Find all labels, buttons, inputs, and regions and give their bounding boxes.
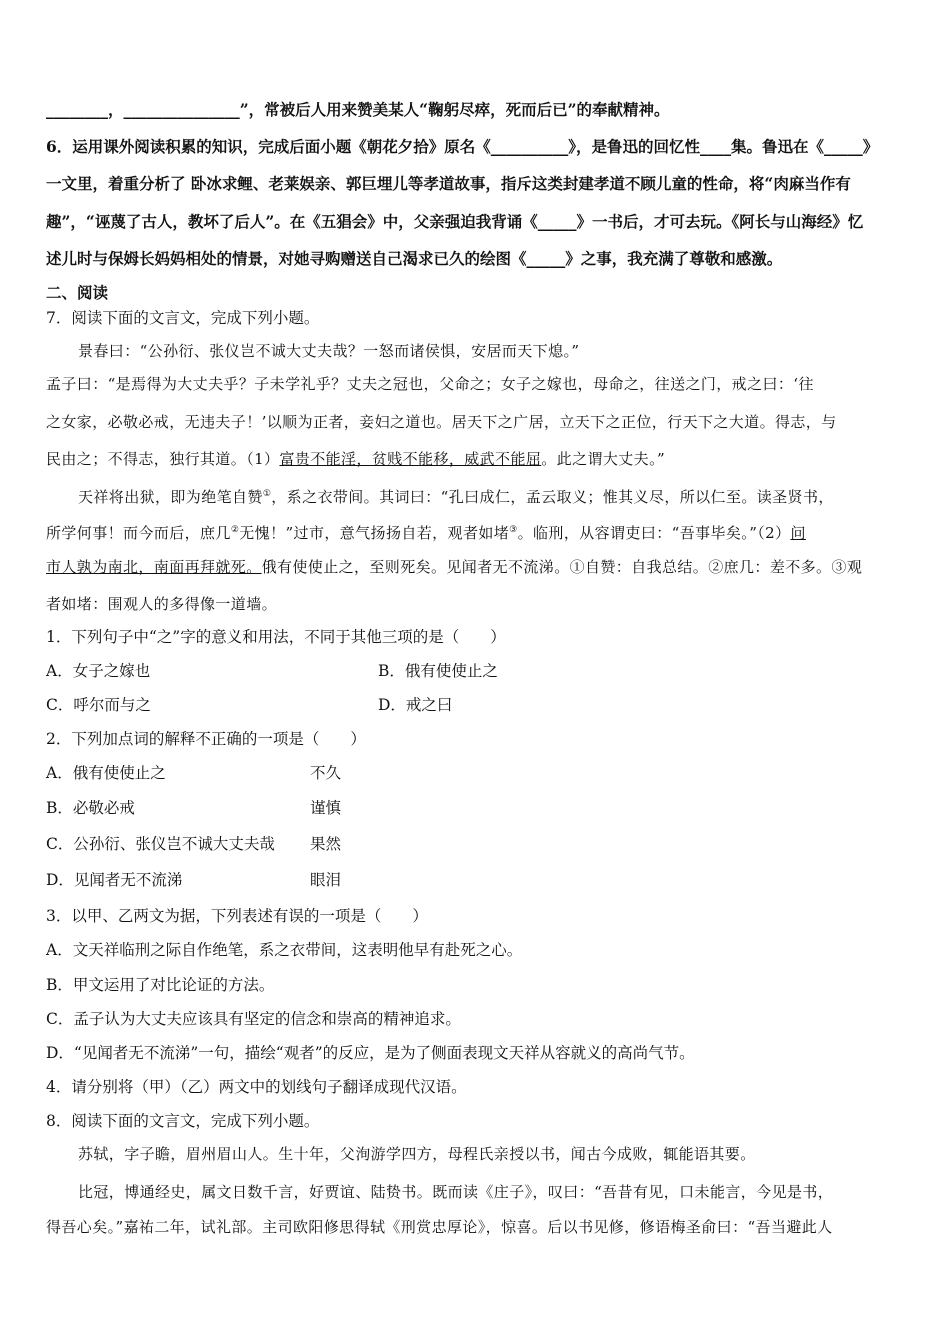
sub2-option-b: B．必敬必戒 bbox=[46, 799, 135, 817]
passage-a-line-1: 景春曰：“公孙衍、张仪岂不诚大丈夫哉？一怒而诸侯惧，安居而天下熄。” bbox=[78, 342, 580, 360]
passage-b-text: 俄有使使止之，至则死矣。见闻者无不流涕。①自赞：自我总结。②庶几：差不多。③观 bbox=[261, 558, 863, 576]
q6-line-1: 6．运用课外阅读积累的知识，完成后面小题《朝花夕拾》原名《__________》，是鲁迅的回忆性____集。鲁迅在《_____》 bbox=[46, 137, 879, 156]
sub3-option-c: C．孟子认为大丈夫应该具有坚定的信念和崇高的精神追求。 bbox=[46, 1010, 461, 1028]
passage-b-text: 所学何事！而今而后，庶几 bbox=[46, 524, 231, 542]
passage-b-line-3 bbox=[46, 557, 862, 577]
passage-b-text: 天祥将出狱，即为绝笔自赞 bbox=[78, 488, 263, 506]
q6-line-2: 一文里，着重分析了 卧冰求鲤、老莱娱亲、郭巨埋儿等孝道故事，指斥这类封建孝道不顾儿童的性命，将“肉麻当作有 bbox=[46, 174, 851, 193]
sub4-stem: 4．请分别将（甲）（乙）两文中的划线句子翻译成现代汉语。 bbox=[46, 1078, 467, 1096]
sub2-option-d: D．见闻者无不流涕 bbox=[46, 871, 183, 889]
q6-line-4: 述儿时与保姆长妈妈相处的情景，对她寻购赠送自己渴求已久的绘图《_____》之事，我充满了尊敬和感激。 bbox=[46, 249, 783, 268]
passage-b-text: 无愧！”过市，意气扬扬自若，观者如堵 bbox=[239, 524, 510, 542]
passage-c-line-3: 得吾心矣。”嘉祐二年，试礼部。主司欧阳修思得轼《刑赏忠厚论》，惊喜。后以书见修，修语梅圣俞曰：“吾当避此人 bbox=[46, 1218, 833, 1236]
underlined-sentence-1: 富贵不能淫，贫贱不能移，威武不能屈 bbox=[279, 450, 542, 468]
sub2-option-a: A．俄有使使止之 bbox=[46, 764, 166, 782]
sub1-option-a: A．女子之嫁也 bbox=[46, 662, 151, 680]
footnote-marker: ② bbox=[230, 525, 240, 535]
sub2-option-c: C．公孙衍、张仪岂不诚大丈夫哉 bbox=[46, 835, 275, 853]
passage-a-line-3: 之女家，必敬必戒，无违夫子！’以顺为正者，妾妇之道也。居天下之广居，立天下之正位，行天下之大道。得志，与 bbox=[46, 413, 837, 431]
passage-c-line-2: 比冠，博通经史，属文日数千言，好贾谊、陆贽书。既而读《庄子》，叹曰：“吾昔有见，口未能言，今见是书， bbox=[78, 1183, 834, 1201]
sub3-option-a: A．文天祥临刑之际自作绝笔，系之衣带间，这表明他早有赴死之心。 bbox=[46, 941, 523, 959]
passage-a-line-4 bbox=[46, 449, 665, 469]
underlined-sentence-2: 市人孰为南北，南面再拜就死。 bbox=[46, 558, 262, 576]
q5-tail: ________，_______________”，常被后人用来赞美某人“鞠躬尽瘁，死而后已”的奉献精神。 bbox=[46, 100, 670, 119]
sub3-option-b: B．甲文运用了对比论证的方法。 bbox=[46, 976, 275, 994]
passage-b-text: ，系之衣带间。其词曰：“孔曰成仁，孟云取义；惟其义尽，所以仁至。读圣贤书， bbox=[271, 488, 834, 506]
sub2-gloss-c: 果然 bbox=[310, 835, 342, 853]
sub1-stem: 1．下列句子中“之”字的意义和用法，不同于其他三项的是（ ） bbox=[46, 628, 506, 646]
sub2-gloss-b: 谨慎 bbox=[310, 799, 342, 817]
passage-c-line-1: 苏轼，字子瞻，眉州眉山人。生十年，父洵游学四方，母程氏亲授以书，闻古今成败，辄能语其要。 bbox=[78, 1145, 756, 1163]
sub1-option-b: B．俄有使使止之 bbox=[378, 662, 498, 680]
q6-line-3: 趣”，“诬蔑了古人，教坏了后人”。在《五猖会》中，父亲强迫我背诵《_____》一书后，才可去玩。《阿长与山海经》忆 bbox=[46, 212, 864, 231]
sub2-stem: 2．下列加点词的解释不正确的一项是（ ） bbox=[46, 730, 366, 748]
q8-intro: 8．阅读下面的文言文，完成下列小题。 bbox=[46, 1112, 320, 1130]
sub3-stem: 3．以甲、乙两文为据，下列表述有误的一项是（ ） bbox=[46, 907, 428, 925]
passage-b-line-2 bbox=[46, 520, 806, 543]
sub1-option-c: C．呼尔而与之 bbox=[46, 696, 151, 714]
sub1-option-d: D．戒之曰 bbox=[378, 696, 453, 714]
passage-a-text: 。此之谓大丈夫。” bbox=[541, 450, 666, 468]
passage-b-line-1 bbox=[78, 484, 834, 507]
passage-b-text: 。临刑，从容谓吏曰：“吾事毕矣。”（2） bbox=[517, 524, 791, 542]
sub2-gloss-d: 眼泪 bbox=[310, 871, 342, 889]
passage-b-line-4: 者如堵：围观人的多得像一道墙。 bbox=[46, 595, 278, 613]
footnote-marker: ③ bbox=[509, 525, 518, 535]
sub3-option-d: D．“见闻者无不流涕”一句，描绘“观者”的反应，是为了侧面表现文天祥从容就义的高尚气节。 bbox=[46, 1044, 695, 1062]
underlined-sentence-2: 问 bbox=[790, 524, 806, 542]
sub2-gloss-a: 不久 bbox=[310, 764, 342, 782]
passage-a-line-2: 孟子曰：“是焉得为大丈夫乎？子未学礼乎？丈夫之冠也，父命之；女子之嫁也，母命之，往送之门，戒之曰：‘往 bbox=[46, 375, 814, 393]
footnote-marker: ① bbox=[262, 489, 272, 499]
section-title: 二、阅读 bbox=[46, 283, 109, 302]
passage-a-text: 民由之；不得志，独行其道。（1） bbox=[46, 450, 280, 468]
q7-intro: 7．阅读下面的文言文，完成下列小题。 bbox=[46, 309, 320, 327]
